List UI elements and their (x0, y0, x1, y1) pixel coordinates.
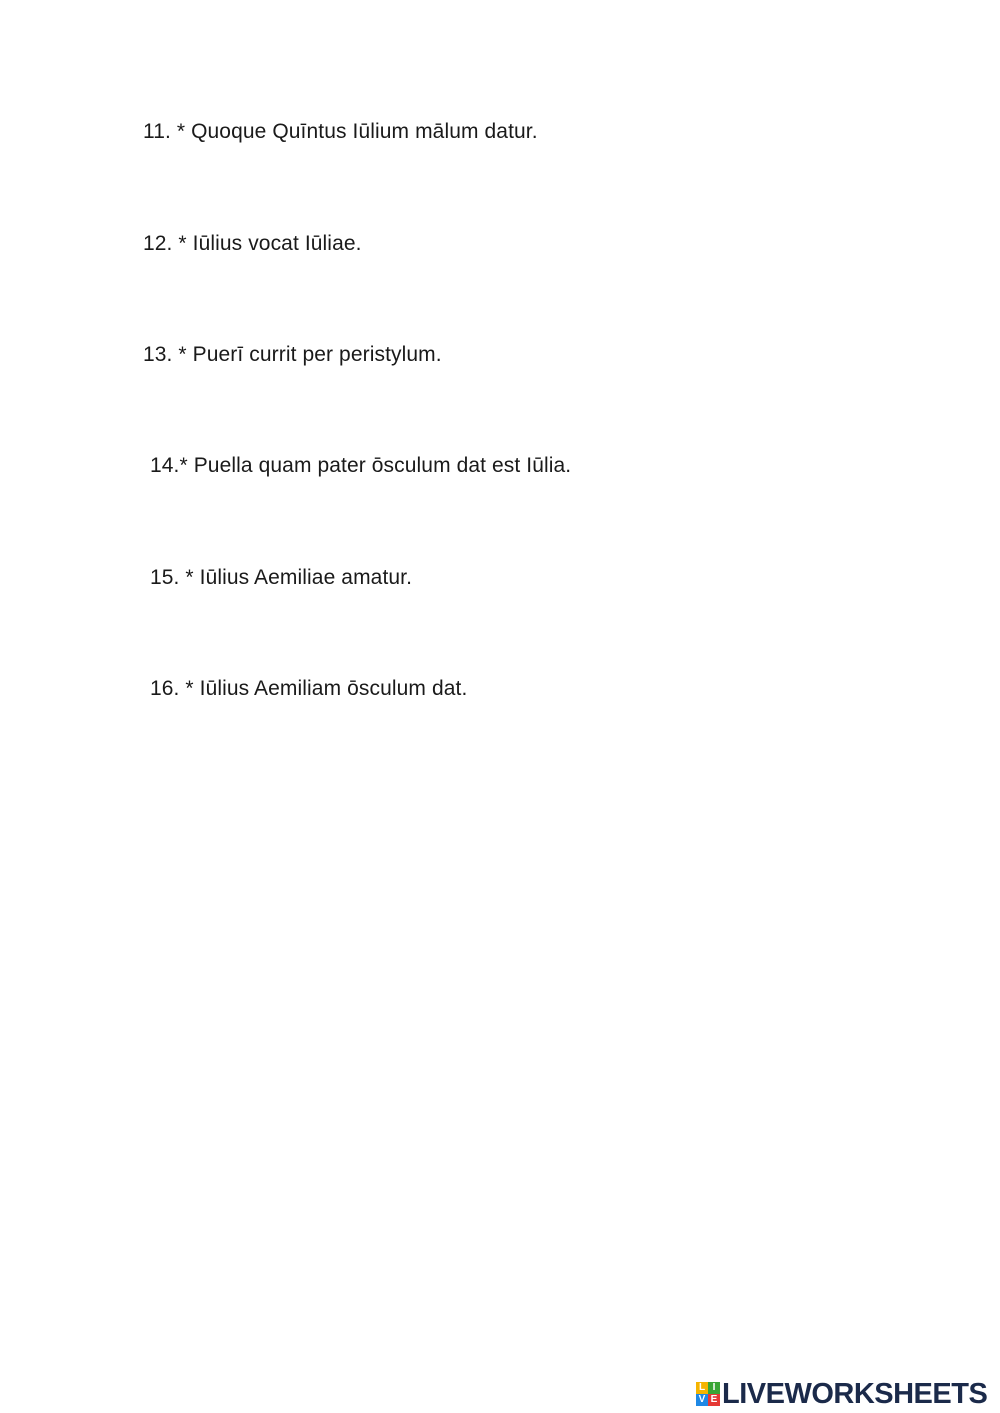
sentence-13: 13. * Puerī currit per peristylum. (143, 343, 442, 366)
logo-tile-v: V (696, 1394, 708, 1406)
logo-tile-e: E (708, 1394, 720, 1406)
sentence-15: 15. * Iūlius Aemiliae amatur. (150, 566, 413, 589)
sentence-14: 14.* Puella quam pater ōsculum dat est Iūlia. (150, 454, 572, 477)
sentence-11: 11. * Quoque Quīntus Iūlium mālum datur. (143, 120, 538, 143)
liveworksheets-brand (696, 1378, 987, 1410)
brand-text: LIVEWORKSHEETS (722, 1378, 988, 1410)
sentence-16: 16. * Iūlius Aemiliam ōsculum dat. (150, 677, 468, 700)
logo-tile-i: I (708, 1382, 720, 1394)
logo-tile-l: L (696, 1382, 708, 1394)
sentence-12: 12. * Iūlius vocat Iūliae. (143, 232, 362, 255)
liveworksheets-logo-icon (696, 1382, 720, 1406)
